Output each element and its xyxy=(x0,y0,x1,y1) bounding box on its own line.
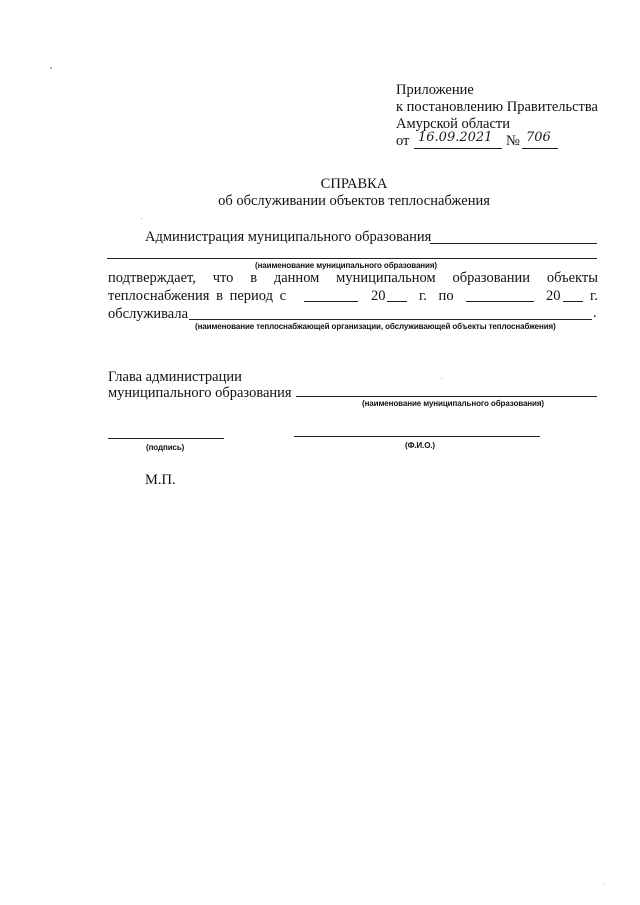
word-4: данном xyxy=(273,270,320,286)
period-start-field xyxy=(304,301,358,302)
word-1: подтверждает, xyxy=(108,270,196,286)
served-period: . xyxy=(593,305,597,321)
caption-organization: (наименование теплоснабжающей организации, обслуживающей объекты теплоснабжения) xyxy=(195,322,556,331)
word-2: что xyxy=(212,270,234,286)
word-5: муниципальном xyxy=(336,270,436,286)
word-6: образовании xyxy=(452,270,531,286)
appendix-decree: к постановлению Правительства xyxy=(396,99,598,115)
head-municipality-field-line xyxy=(296,396,597,397)
word-3: в xyxy=(250,270,258,286)
year-start-field xyxy=(387,301,407,302)
signature-field-line xyxy=(108,438,224,439)
caption-name: (Ф.И.О.) xyxy=(405,441,435,450)
handwritten-date: 16.09.2021 xyxy=(418,130,493,145)
g-end-label: г. xyxy=(590,288,598,304)
municipality-field-line-1 xyxy=(430,243,597,244)
organization-field-line xyxy=(189,319,592,320)
caption-signature: (подпись) xyxy=(146,443,185,452)
year-end-field xyxy=(563,301,583,302)
scan-speck xyxy=(603,883,604,884)
document-subtitle: об обслуживании объектов теплоснабжения xyxy=(218,193,490,209)
document-title: СПРАВКА xyxy=(320,176,388,192)
scan-speck xyxy=(141,218,142,219)
caption-municipality: (наименование муниципального образования) xyxy=(255,261,437,270)
head-title-line-2: муниципального образования xyxy=(108,385,292,401)
admin-label: Администрация муниципального образования xyxy=(145,229,432,245)
period-end-field xyxy=(466,301,534,302)
scan-speck xyxy=(50,67,52,69)
g-to-label: г. по xyxy=(419,288,454,304)
number-underline xyxy=(522,148,558,149)
municipality-field-line-2 xyxy=(107,258,597,259)
name-field-line xyxy=(294,436,540,437)
stamp-place: М.П. xyxy=(145,472,176,488)
confirms-line xyxy=(108,270,598,286)
appendix-region: Амурской области xyxy=(396,116,510,132)
scan-speck xyxy=(441,378,442,379)
handwritten-number: 706 xyxy=(526,130,551,145)
served-label: обслуживала xyxy=(108,306,189,322)
year-prefix-2: 20 xyxy=(546,288,561,304)
date-underline xyxy=(414,148,502,149)
year-prefix-1: 20 xyxy=(371,288,386,304)
word-7: объекты xyxy=(546,270,598,286)
caption-head-municipality: (наименование муниципального образования) xyxy=(362,399,544,408)
appendix-number-sign: № xyxy=(506,133,520,149)
appendix-date-prefix: от xyxy=(396,133,410,149)
appendix-title: Приложение xyxy=(396,82,474,98)
head-title-line-1: Глава администрации xyxy=(108,369,242,385)
period-label: теплоснабжения в период с xyxy=(108,288,287,304)
